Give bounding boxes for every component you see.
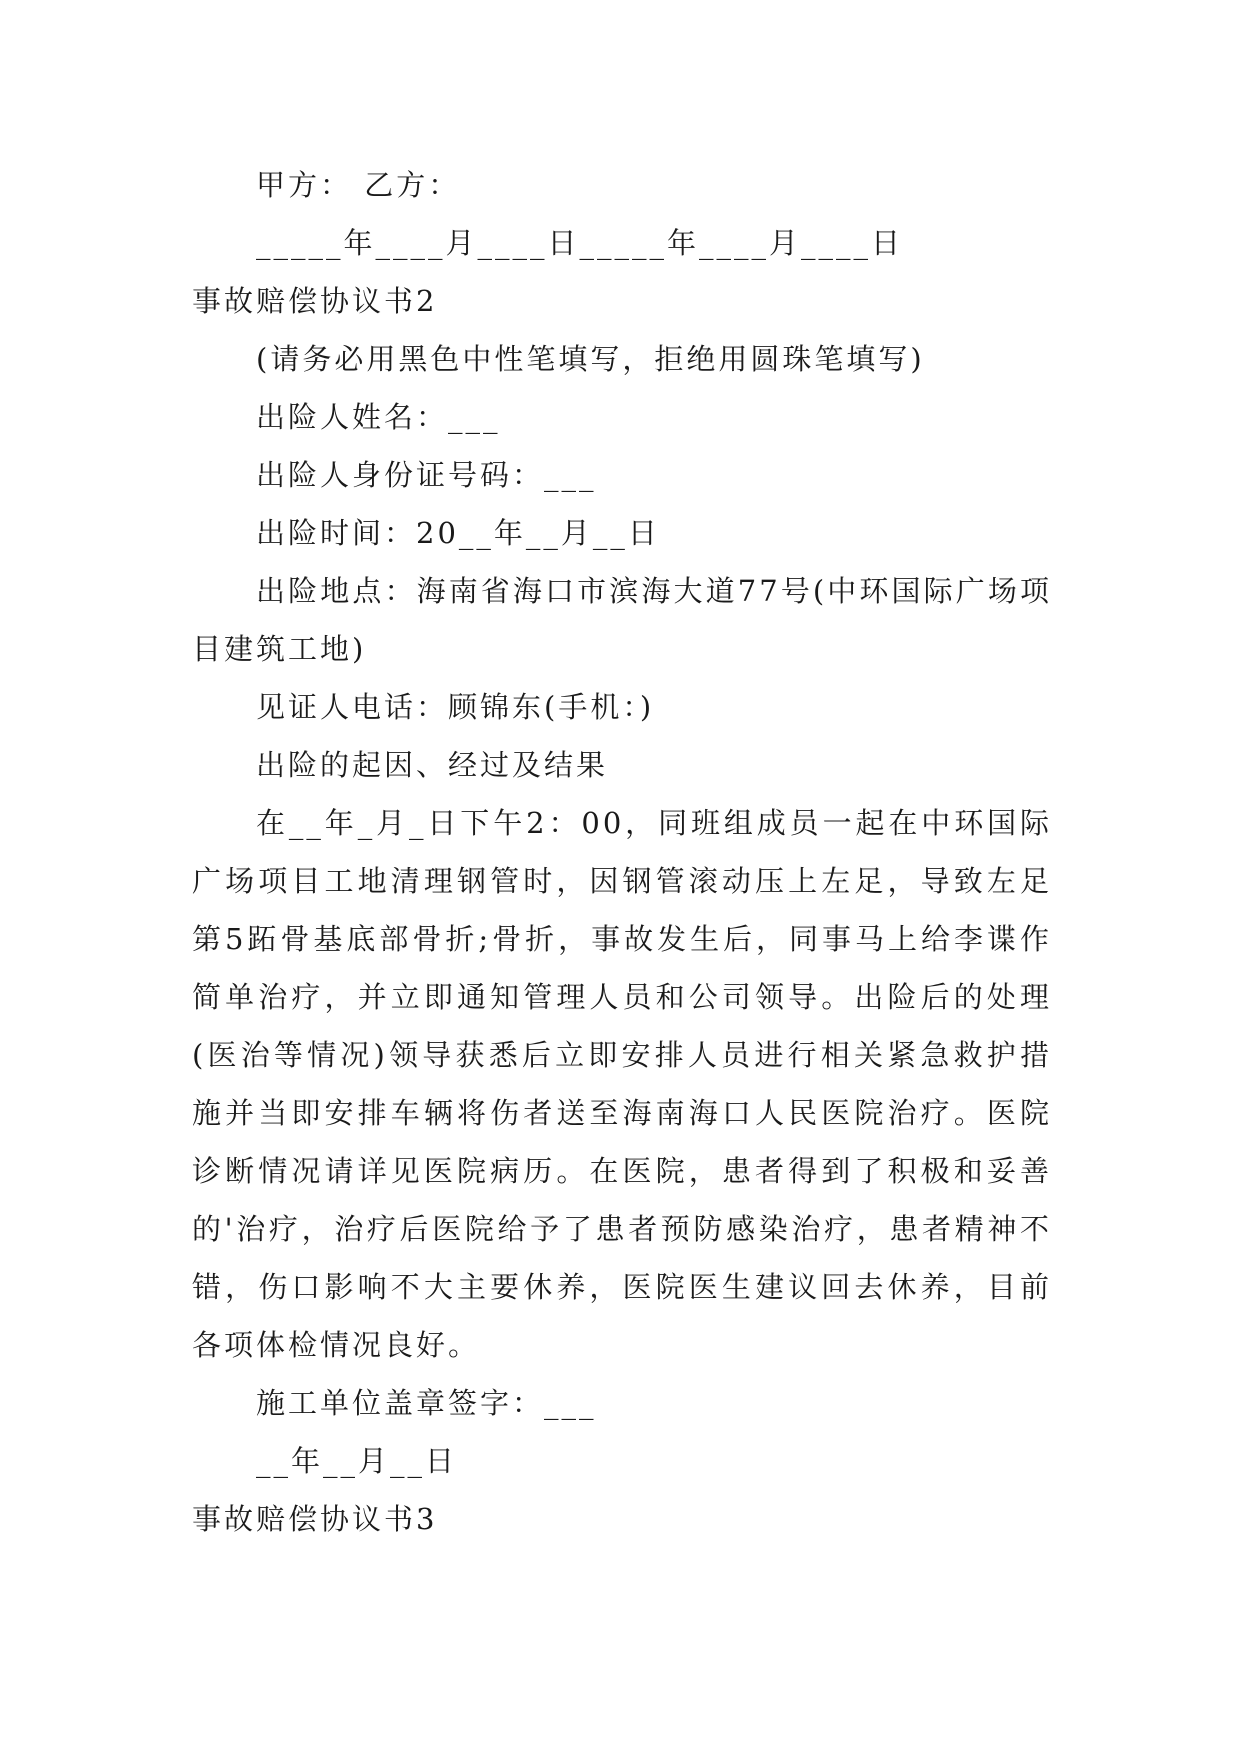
incident-narrative-paragraph: 在__年_月_日下午2：00，同班组成员一起在中环国际广场项目工地清理钢管时，因钢管滚动压上左足，导致左足第5跖骨基底部骨折;骨折，事故发生后，同事马上给李谍作简单治疗，并立即通知管理人员和公司领导。出险后的处理(医治等情况)领导获悉后立即安排人员进行相关紧急救护措施并当即安排车辆将伤者送至海南海口人民医院治疗。医院诊断情况请详见医院病历。在医院，患者得到了积极和妥善的'治疗，治疗后医院给予了患者预防感染治疗，患者精神不错，伤口影响不大主要休养，医院医生建议回去休养，目前各项体检情况良好。 bbox=[192, 806, 1052, 1362]
section-heading-3: 事故赔偿协议书3 bbox=[192, 1502, 438, 1536]
incident-location-paragraph: 出险地点：海南省海口市滨海大道77号(中环国际广场项目建筑工地) bbox=[192, 574, 1052, 666]
insured-name-field: 出险人姓名：___ bbox=[256, 400, 501, 434]
document-page bbox=[192, 156, 1052, 1548]
witness-phone-field: 见证人电话：顾锦东(手机：) bbox=[256, 690, 655, 724]
party-signature-line: 甲方： 乙方： bbox=[256, 168, 461, 202]
fill-instruction: (请务必用黑色中性笔填写，拒绝用圆珠笔填写) bbox=[256, 342, 925, 376]
contractor-seal-signature: 施工单位盖章签字：___ bbox=[256, 1386, 597, 1420]
incident-cause-heading: 出险的起因、经过及结果 bbox=[256, 748, 609, 782]
incident-time-field: 出险时间：20__年__月__日 bbox=[256, 516, 660, 550]
seal-date-line: __年__月__日 bbox=[256, 1444, 458, 1478]
insured-id-field: 出险人身份证号码：___ bbox=[256, 458, 597, 492]
section-heading-2: 事故赔偿协议书2 bbox=[192, 284, 438, 318]
date-signature-line: _____年____月____日_____年____月____日 bbox=[256, 226, 904, 260]
